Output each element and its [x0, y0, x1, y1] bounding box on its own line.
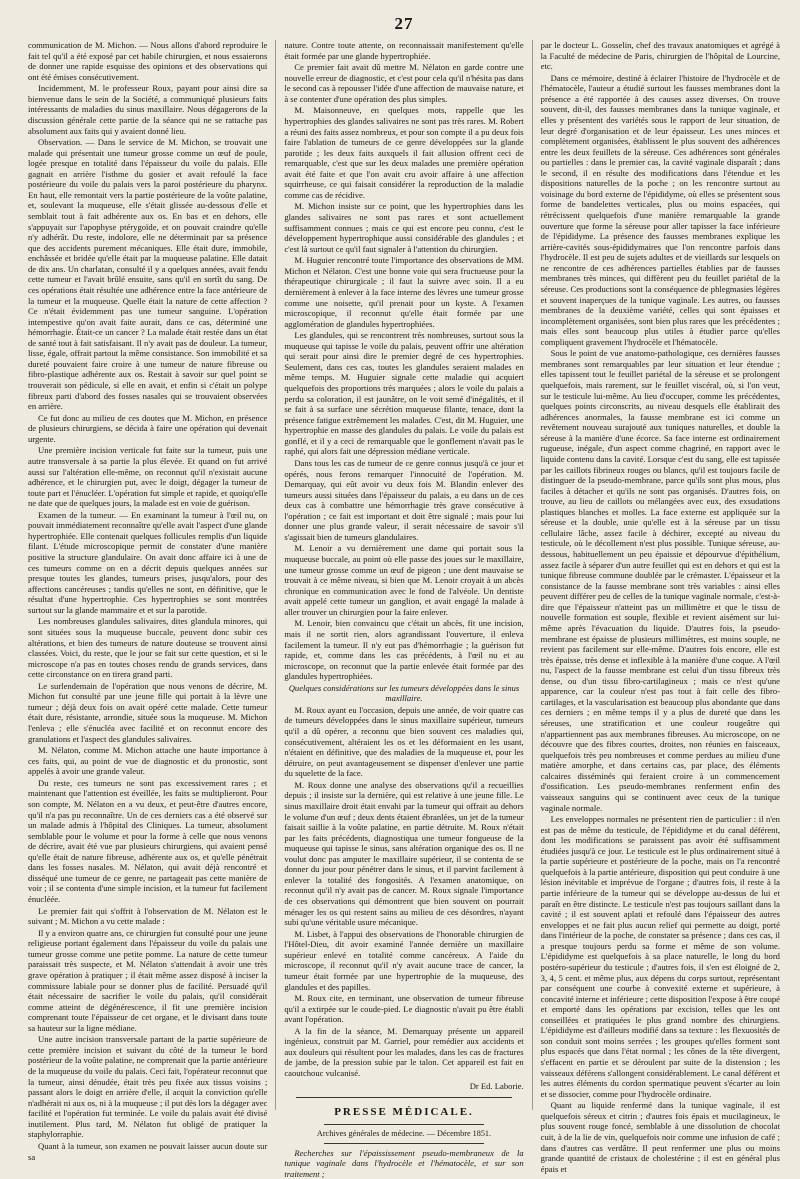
paragraph: M. Maisonneuve, en quelques mots, rappelle que les hypertrophies des glandes salivaires ne sont pas très rares. M. Robert a réuni des faits assez nombreux, et pour son compte il a pu deux fois faire l'ablation de tumeurs de ce genre développées sur la glande parotide ; les deux faits auxquels il fait allusion offrent ceci de remarquable, c'est que sur les deux malades une première opération avait été faite et que l'on avait cru avoir affaire à une affection squirrheuse, ce qui faisait considérer la reproduction de la maladie comme cas de récidive. — [284, 105, 524, 200]
paragraph: M. Nélaton, comme M. Michon attache une haute importance à ces faits, qui, au point de vue de diagnostic et du pronostic, sont appelés à avoir une grande valeur. — [28, 745, 268, 777]
source-line: Archives générales de médecine. — Décembre 1851. — [316, 1128, 492, 1138]
paragraph: communication de M. Michon. — Nous allons d'abord reproduire le fait tel qu'il a été exposé par cet habile chirurgien, et nous essaierons de donner une rapide esquisse des opinions et des observations qui ont été émises consécutivement. — [28, 40, 268, 82]
paragraph: M. Huguier rencontré toute l'importance des observations de MM. Michon et Nélaton. C'est une bonne voie qui sera fructueuse pour la thérapeutique chirurgicale ; il faut la suivre avec soin. Il a eu dernièrement à enlever à la face interne des lèvres une tumeur grosse comme une noisette, qu'il prenait pour un kyste. A l'examen microscopique, il reconnut qu'elle était formée par une agglomération de glandules hypertrophiées. — [284, 255, 524, 329]
paragraph: M. Roux ayant eu l'occasion, depuis une année, de voir quatre cas de tumeurs développées dans le sinus maxillaire supérieur, tumeurs qu'il a dû opérer, a reconnu que bien souvent ces maladies qui, consécutivement, altéraient les os et les déformaient en les usant, n'étaient en définitive, que des maladies de la muqueuse et, pour les détruire, on peut avantageusement se dispenser d'enlever une partie du squelette de la face. — [284, 704, 524, 779]
section-subtitle: Quelques considérations sur les tumeurs développées dans le sinus maxillaire. — [288, 682, 520, 704]
paragraph: Ce fut donc au milieu de ces doutes que M. Michon, en présence de plusieurs chirurgiens, se décida à faire une opération qui devenait urgente. — [28, 412, 268, 444]
paragraph: M. Lisbet, à l'appui des observations de l'honorable chirurgien de l'Hôtel-Dieu, dit avoir examiné l'année dernière un maxillaire supérieur enlevé en totalité comme cancéreux. A l'aide du microscope, il reconnut qu'il n'y avait aucune trace de cancer, la tumeur était formée par une hypertrophie de la muqueuse, des glandules et des papilles. — [284, 928, 524, 992]
page-number: 27 — [394, 14, 414, 33]
column-divider — [275, 40, 276, 1110]
paragraph: Incidemment, M. le professeur Roux, payant pour ainsi dire sa bienvenue dans le sein de la Société, a communiqué plusieurs faits intéressants de maladies du sinus maxillaire. Nous dégagerons de la discussion générale cette partie de la séance qui ne se rattache pas absolument aux faits qui y avaient donné lieu. — [28, 83, 268, 136]
section-heading: PRESSE MÉDICALE. — [334, 1106, 474, 1119]
paragraph: Ce premier fait avait dû mettre M. Nélaton en garde contre une nouvelle erreur de diagnostic, et c'est pour cela qu'il n'hésita pas dans le second cas à repousser l'idée d'une affection de mauvaise nature, et à se contenter d'une opération des plus simples. — [284, 62, 524, 104]
section-rule — [296, 1097, 511, 1098]
section-rule — [324, 1143, 483, 1144]
paragraph: A la fin de la séance, M. Demarquay présente un appareil ingénieux, construit par M. Garriel, pour remédier aux accidents et aux douleurs qui résultent pour les malades, dans les cas de fractures de jambe, de la pression subie par le talon. Cet appareil est fait en caoutchouc vulcanisé. — [284, 1025, 524, 1078]
paragraph: Une autre incision transversale partant de la partie supérieure de cette première incision et suivant du côté de la tumeur le bord postérieur de la voûte palatine, ne comprenait que la partie antérieure de la muqueuse du voile du palais. Ceci fait, l'opérateur reconnut que la tumeur, ainsi dénudée, était très peu fixée aux tissus voisins ; passant alors le doigt en arrière d'elle, il acquit la conviction qu'elle n'adhérait ni aux os, ni à la muqueuse ; il put dès lors la dégager avec facilité et l'opération fut terminée. Le voile du palais avait été divisé inutilement. Plus tard, M. Nélaton fut obligé de pratiquer la staphylorraphie. — [28, 1034, 268, 1140]
paragraph: Examen de la tumeur. — En examinant la tumeur à l'œil nu, on pouvait immédiatement reconnaître qu'elle avait l'aspect d'une glande hypertrophiée. Elle contenait quelques follicules remplis d'un liquide filant. L'étude microscopique permit de constater d'une manière positive la structure glandulaire. On avait donc affaire ici à une de ces tumeurs comme on en a décrit depuis quelques années sur presque toutes les glandes, tumeurs prises, jusqu'alors, pour des affections cancéreuses ; tandis qu'elles ne sont, en définitive, que le résultat d'une hypertrophie. Ces hypertrophies se sont montrées surtout sur la glande mammaire et et sur la parotide. — [28, 509, 268, 615]
paragraph: M. Lenoir a vu dernièrement une dame qui portait sous la muqueuse buccale, au point où elle passe des joues sur le maxillaire, une tumeur grosse comme un œuf de pigeon ; une dent mauvaise se trouvait à ce même niveau, si bien que M. Lenoir croyait à un abcès chronique en communication avec le fond de l'alvéole. Un dentiste avait appelé cette tumeur un ganglion, et avait engagé la malade à aller trouver un chirurgien pour la faire enlever. — [284, 543, 524, 617]
column-divider — [532, 40, 533, 1110]
paragraph: M. Michon insiste sur ce point, que les hypertrophies dans les glandes salivaires ne sont pas rares et sont actuellement suffisamment connues ; mais ce qui est encore peu connu, c'est le développement hypertrophique aussi considérable des glandules ; et c'est là surtout ce qu'il faut signaler à l'attention du chirurgien. — [284, 201, 524, 254]
signature: Dr Ed. Laborie. — [469, 1080, 524, 1091]
paragraph: Quant à la tumeur, son examen ne pouvait laisser aucun doute sur sa — [28, 1140, 268, 1162]
column-2 — [284, 40, 524, 1179]
section-rule — [324, 1124, 483, 1125]
column-1 — [28, 40, 268, 1162]
paragraph: Observation. — Dans le service de M. Michon, se trouvait une malade qui présentait une tumeur grosse comme un œuf de poule, logée presque en totalité dans l'épaisseur du voile du palais. Elle gagnait en arrière l'isthme du gosier et avait refoulé la face postérieure du voile du palais vers la paroi postérieure du pharynx. En haut, elle remontait vers la partie postérieure de la voûte palatine, et, soulevant la muqueuse, elle s'était glissée au-dessous d'elle et semblait tout à fait adhérente aux os. En bas et en dehors, elle s'appuyait sur l'apophyse ptérygoïde, et on pouvait craindre qu'elle n'y adhérât. Du reste, indolore, elle ne déterminait par sa présence que des accidents purement mécaniques. Elle était dure, immobile, enchâssée et bridée qu'elle était par la muqueuse palatine. Elle datait de dix ans. Un charlatan, consulté il y a quelques années, avait fendu cette tumeur et l'avait brûlé ensuite, sans qu'il en sortît du sang. De ces opérations était résultée une adhérence entre la face antérieure de la tumeur et la muqueuse. Quelle était la nature de cette affection ? Ce n'était évidemment pas une tumeur sanguine. L'opération intempestive qu'on avait faite aurait, dans ce cas, déterminé une hémorrhagie. Était-ce un cancer ? La malade était restée dans un état de santé tout à fait satisfaisant. Il n'y avait pas de douleur. La tumeur, lisse, égale, offrait partout la même consistance. Son immobilité et sa dureté pouvaient faire croire à une tumeur de nature fibreuse ou fibro-plastique adhérente aux os. Restait à savoir sur quel point se trouverait son pédicule, si elle en avait, et enfin si c'était un polype fibreux parti d'abord des fosses nasales qui se trouvaient observées en arrière. — [28, 137, 268, 412]
article-title: Recherches sur l'épaississement pseudo-membraneux de la tunique vaginale dans l'hydrocèle et l'hématocèle, et sur son traitement ; — [284, 1147, 524, 1179]
paragraph: Le premier fait qui s'offrit à l'observation de M. Nélaton est le suivant ; M. Michon a vu cette malade : — [28, 905, 268, 927]
paragraph: M. Lenoir, bien convaincu que c'était un abcès, fit une incision, mais il ne sortit rien, alors agrandissant l'ouverture, il enleva facilement la tumeur. Il n'y eut pas d'hémorrhagie ; la guérison fut rapide, et, comme dans les cas précédents, à l'œil nu et au microscope, on reconnut que la partie enlevée était formée par des glandules hypertrophiées. — [284, 618, 524, 682]
paragraph: nature. Contre toute attente, on reconnaissait manifestement qu'elle était formée par une glande hypertrophiée. — [284, 40, 524, 61]
paragraph: M. Roux donne une analyse des observations qu'il a recueillies depuis ; il insiste sur la dernière, qui est relative à une jeune fille. Le sinus maxillaire droit était envahi par la tumeur qui offrait au dehors le volume d'un œuf ; deux dents étaient ébranlées, un jet de la tumeur faisait saillie à la voûte palatine, en partie détruite. M. Roux n'était par les faits précédents, diagnostiqua une tumeur fongueuse de la muqueuse qui tapisse le sinus, sans altération organique des os. Il ne voulut donc pas amputer le maxillaire supérieur, il se contenta de se donner du jour pour pénétrer dans le sinus, et il parvint facilement à enlever la totalité des fongosités. A l'examen anatomique, on reconnut qu'il n'y avait pas de cancer. M. Roux signale l'importance de ces observations qui démontrent que bien souvent on pourrait ménager les os qui restent sains au milieu de ces désordres, n'ayant subi qu'une véritable usure mécanique. — [284, 779, 524, 928]
text-columns — [28, 40, 780, 1179]
paragraph: Les glandules, qui se rencontrent très nombreuses, surtout sous la muqueuse qui tapisse le voile du palais, peuvent offrir une altération qui serait pour ainsi dire le premier degré de ces hypertrophies. Seulement, dans ces cas, toutes les glandules seraient malades en même temps. M. Huguier signale cette maladie qui acquiert quelquefois des proportions très marquées ; alors le voile du palais a perdu sa coloration, il est jaunâtre, on le voit semé d'inégalités, et il se fait à sa surface une sécrétion muqueuse filante, tenace, dont la présence fatigue extrêmement les malades. C'est, dit M. Huguier, une hypertrophie en masse des glandules du palais. Le voile du palais est gonflé, et il y a ceci de remarquable que le gonflement n'avait pas le raphé, qui alors fait une dépression médiane verticale. — [284, 330, 524, 457]
paragraph: Du reste, ces tumeurs ne sont pas excessivement rares ; et maintenant que l'attention est éveillée, les faits se multiplieront. Pour son compte, M. Nélaton en a vu deux, et peut-être d'autres encore, qu'il n'a pas pu reconnaître. Un de ces derniers cas a été observé sur un malade admis à l'hôpital des Cliniques. La tumeur, absolument semblable pour le volume et pour la forme à celle que nous venons de décrire, avait été vue par plusieurs chirurgiens, qui avaient pensé qu'elle était de nature fibreuse, adhérente aux os, et qu'elle pénétrait dans les fosses nasales. M. Nélaton, qui avait déjà rencontré et disséqué une tumeur de ce genre, ne partageait pas cette manière de voir ; il se contenta d'une simple incision, et la tumeur fut facilement énucléée. — [28, 777, 268, 904]
column-3 — [540, 40, 780, 1174]
paragraph: Quant au liquide renfermé dans la tunique vaginale, il est quelquefois séreux et citrin ; d'autres fois épais et mucilagineux, le plus souvent rouge foncé, semblable à une dissolution de chocolat cuit, à de la lie de vin, quelquefois noir comme une infusion de café ; dans d'autres cas verdâtre. Il peut renfermer une plus ou moins grande quantité de cristaux de cholestérine ; il est en général plus épais et — [540, 1100, 780, 1174]
paragraph: Dans tous les cas de tumeur de ce genre connus jusqu'à ce jour et opérés, nous ferons remarquer l'innocuité de l'opération. M. Demarquay, qui eût avoir vu deux fois M. Blandin enlever des tumeurs aussi situées dans l'épaisseur du palais, a eu dans un de ces deux cas à combattre une hémorrhagie très grave consécutive à l'opération ; ce fait est important et doit être signalé ; mais pour lui donner une plus grande valeur, il serait nécessaire de savoir s'il s'agissait bien de tumeurs glandulaires. — [284, 457, 524, 542]
paragraph: Dans ce mémoire, destiné à éclairer l'histoire de l'hydrocèle et de l'hématocèle, l'auteur a étudié surtout les fausses membranes dont la présence a été rapportée à des causes assez diverses. On trouve souvent, dit-il, des fausses membranes dans la tunique vaginale, et elles y présentent des variétés sous le rapport de leur situation, de leur degré d'organisation et de leur épaisseur. Les unes minces et complètement organisées, établissent le plus souvent des adhérences entre les deux feuillets de la séreuse. Ces adhérences sont générales ou partielles : dans le premier cas, la cavité vaginale disparaît ; dans le second, il en résulte des modifications dans l'étendue et les dispositions naturelles de la poche ; on les rencontre surtout au voisinage du bord externe de l'épididyme, où elles se présentent sous forme de bandelettes verticales, plus ou moins espacées, qui rétrécissent quelquefois d'une manière remarquable la grande ouverture que forme la séreuse pour aller tapisser la face inférieure de l'épididyme. La présence des fausses membranes explique les arrière-cavités sous-épididymaires que l'on rencontre parfois dans l'hydrocèle. Il est peu de sujets adultes et de vieillards sur lesquels on ne rencontre de ces adhérences partielles établies par de fausses membranes très minces, qui diffèrent peu du feuillet pariétal de la séreuse. Ces productions sont la conséquence de phlegmasies légères et souvent inaperçues de la tunique vaginale. Les autres, ou fausses membranes de la deuxième variété, celles qui sont épaisses et incomplètement organisées, sont bien plus rares que les précédentes ; mais elles sont beaucoup plus utiles à étudier parce qu'elles compliquent gravement l'hydrocèle et l'hématocèle. — [540, 72, 780, 347]
paragraph: Sous le point de vue anatomo-pathologique, ces dernières fausses membranes sont remarquables par leur situation et leur étendue ; elles tapissent tout le feuillet pariétal de la séreuse et se prolongent quelquefois, mais rarement, sur le feuillet viscéral, où, si l'on veut, sur le testicule lui-même. Au lieu d'occuper, comme les précédentes, quelques points circonscrits, au niveau desquels elle établirait des adhérences anormales, la fausse membrane est ici comme un revêtement nouveau surajouté aux tuniques naturelles, et double la séreuse à la manière d'une écorce. Sa face interne est ordinairement rugueuse, inégale, d'un aspect comme chagriné, en rapport avec le liquide contenu dans la cavité. Lorsque c'est du sang, elle est tapissée par les caillots fibrineux rouges ou blancs, qu'il est toujours facile de distinguer de la pseudo-membrane, parce qu'ils sont plus mous, plus faciles à détacher et qu'ils ne sont pas organisés. D'autres fois, on trouve, au lieu de caillots ou mélangées avec eux, des exsudations plastiques blanches et molles. La face externe est appliquée sur la séreuse et la double, unie qu'elle est à la séreuse par un tissu cellulaire lâche, assez facile à déchirer, excepté au niveau du testicule, où le décollement n'est plus possible. Tunique séreuse, au-dessous, habituellement un peu épaissie et dépourvue d'épithélium, assez facile à séparer d'un autre feuillet qui est en dehors et qui est la tunique fibreuse commune doublée par le crémaster. L'épaisseur et la consistance de la fausse membrane sont très variables : ainsi elles peuvent différer peu de celles de la tunique vaginale normale, c'est-à-dire que l'épaisseur n'atteint pas un millimètre et que le tissu de nouvelle formation est souple, flexible et revient aisément sur lui-même après l'évacuation du liquide. D'autres fois, la pseudo-membrane est épaisse de plusieurs millimètres, est moins souple, ne revient pas facilement sur elle-même. D'autres fois encore, elle est très épaisse, très dense et inflexible à la manière d'une coque. A l'œil nu, l'aspect de la fausse membrane est celui d'un tissu fibreux très dense, ou d'un tissu fibro-cartilagineux ; mais ce n'est qu'une apparence, car la couleur n'est pas tout à fait celle des fibro-cartilages, et la vascularisation est beaucoup plus abondante que dans ces derniers ; en même temps il y a plus de dureté que dans les séreuses, une stratification et une couleur rougeâtre qui n'appartiennent pas aux membranes fibreuses. Au microscope, on ne découvre que des fibres courtes, droites, non réunies en faisceaux, quelquefois très peu nombreuses et comme perdues au milieu d'une matière amorphe, et dans certains cas, par place, des éléments calcaires disséminés qui feraient croire à un commencement d'ossification. Les pseudo-membranes renferment enfin des vaisseaux sanguins qui se continuent avec ceux de la tunique vaginale normale. — [540, 348, 780, 813]
paragraph: Une première incision verticale fut faite sur la tumeur, puis une autre transversale à sa partie la plus élevée. Et quand on fut arrivé aussi sur l'altération elle-même, on reconnut qu'il n'existait aucune adhérence, et le chirurgien put, avec le doigt, dégager la tumeur de toute part et l'énucléer. L'opération fut simple et rapide, et quoiqu'elle ne date que de quelques jours, la malade est en voie de guérison. — [28, 445, 268, 509]
paragraph: M. Roux cite, en terminant, une observation de tumeur fibreuse qu'il a extirpée sur le coude-pied. Le diagnostic n'avait pu être établi avant l'opération. — [284, 993, 524, 1025]
paragraph: Il y a environ quatre ans, ce chirurgien fut consulté pour une jeune religieuse portant également dans l'épaisseur du voile du palais une tumeur grosse comme une petite pomme. La nature de cette tumeur paraissait très suspecte, et M. Nélaton s'attendait à avoir une très grave opération à pratiquer ; il était même assez disposé à inciser la commissure labiale pour se donner plus de facilité. Persuadé qu'il était nécessaire de sacrifier le voile du palais, qu'il considérait comme atteint de dégénérescence, il fit une première incision comprenant toute l'épaisseur de cet organe, et le divisant dans toute sa hauteur sur la ligne médiane. — [28, 927, 268, 1033]
paragraph: Les enveloppes normales ne présentent rien de particulier : il n'en est pas de même du testicule, de l'épididyme et du canal déférent, dont les modifications se paraissent pas avoir été suffisamment étudiées jusqu'à ce jour. Le testicule est le plus ordinairement situé à la partie supérieure et postérieure de la poche, mais on l'a rencontré quelquefois à la partie antérieure, disposition qui peut conduire à une lésion inévitable et imprévue de l'organe ; d'autres fois, il reste à la partie inférieure de la tumeur qui se développe au-dessus de lui et paraît en être distincte. Le testicule n'est pas toujours saillant dans la cavité ; il est souvent aplati et refoulé dans l'épaisseur des autres enveloppes et ne fait plus aucun relief qui permette au doigt, porté dans l'intérieur de la poche, de constater sa présence ; dans ces cas, il a presque toujours perdu sa forme et même de son volume. L'épididyme est quelquefois à sa place naturelle, le long du bord postéro-supérieur du testicule ; d'autres fois, il s'en est éloigné de 2, 3, 4, 5 cent. et même plus, aux dépens du corps surtout, représentant par conséquent une courbe à convexité externe et supérieure, à concavité interne et inférieure ; cette disposition l'expose à être coupé et emporté dans les opérations par excision, telles que les ont conseillées et pratiquées le plus grand nombre des chirurgiens. L'épididyme est d'ailleurs modifié dans sa texture : les flexuosités de son conduit sont moins serrées ; les groupes qu'elles forment sont plus espacés que dans l'état normal ; les cônes de la tête divergent, s'effacent en partie et se déroulent par suite de la distension ; les vaisseaux déférens s'allongent considérablement. Le canal déférent et les autres éléments du cordon spermatique peuvent s'écarter au loin et se dissocier, comme pour l'hydrocèle ordinaire. — [540, 814, 780, 1099]
paragraph: par le docteur L. Gosselin, chef des travaux anatomiques et agrégé à la Faculté de médecine de Paris, chirurgien de l'hôpital de Lourcine, etc. — [540, 40, 780, 72]
paragraph: Les nombreuses glandules salivaires, dites glandula minores, qui sont situées sous la muqueuse buccale, peuvent donc subir ces altérations, et bien des tumeurs de nature douteuse se trouvent ainsi classées. Voici, du reste, que le jour se fait sur cette question, et si le microscope n'a pas en toutes choses rendu de grands services, dans cette circonstance on en tirera grand parti. — [28, 616, 268, 680]
paragraph: Le surlendemain de l'opération que nous venons de décrire, M. Michon fut consulté par une jeune fille qui portait à la lèvre une tumeur ; déjà deux fois on avait opéré cette malade. Cette tumeur était dure, résistante, arrondie, située sous la muqueuse. M. Michon l'enleva ; elle s'énucléa avec facilité et on reconnut encore des granulations et l'aspect des glandules salivaires. — [28, 680, 268, 744]
